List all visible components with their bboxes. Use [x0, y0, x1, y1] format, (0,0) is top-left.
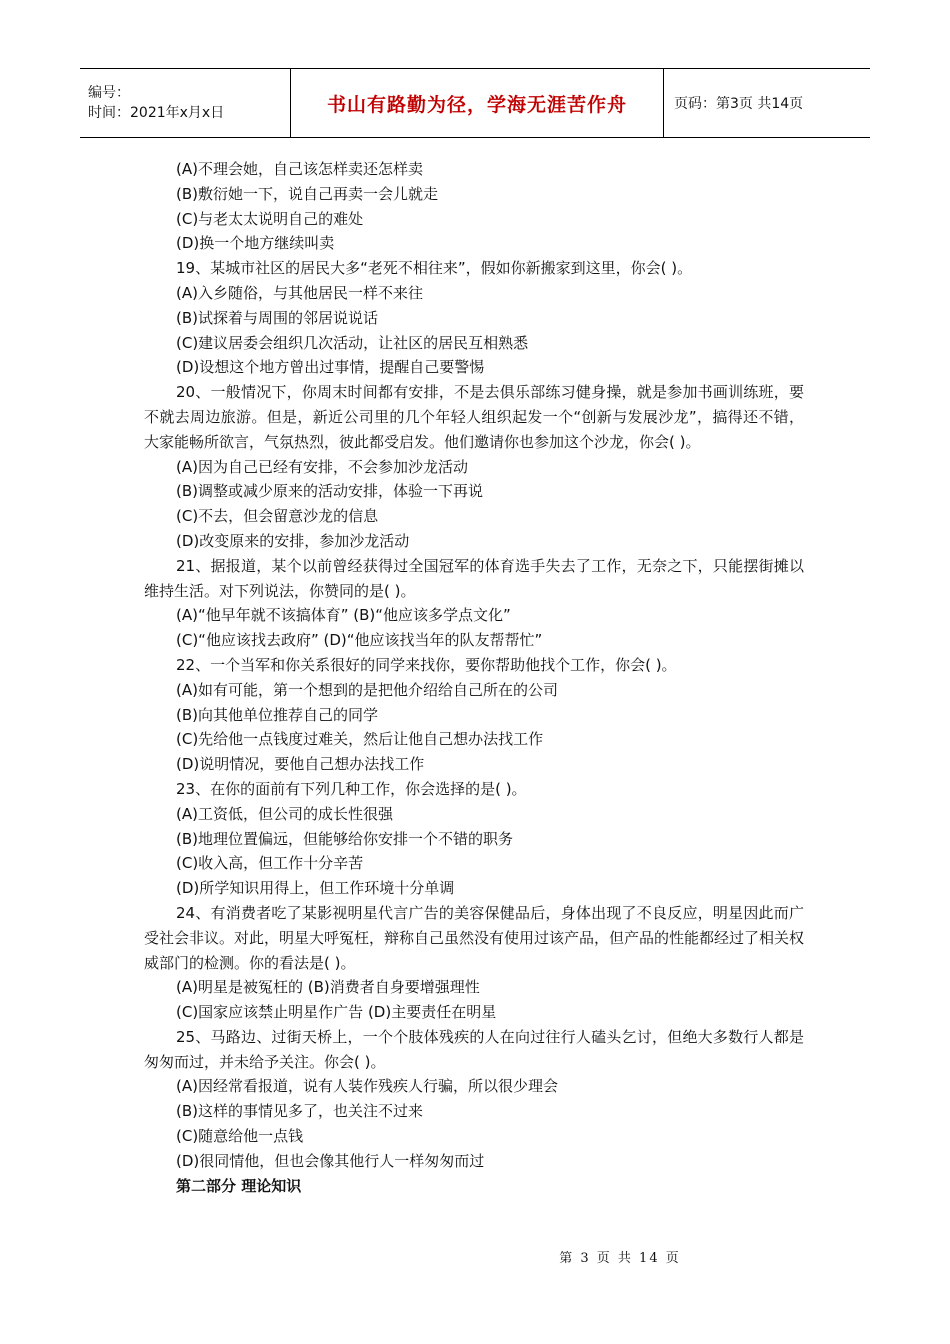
question-text: 24、有消费者吃了某影视明星代言广告的美容保健品后，身体出现了不良反应，明星因此而广受社会非议。对此，明星大呼冤枉，辩称自己虽然没有使用过该产品，但产品的性能都经过了相关权威部门的检测。你的看法是( )。: [144, 903, 805, 972]
document-date: 时间：2021年x月x日: [88, 105, 225, 121]
answer-option: (D)说明情况，要他自己想办法找工作: [176, 755, 425, 774]
answer-option: (B)调整或减少原来的活动安排，体验一下再说: [176, 482, 483, 501]
header-page-info: 页码：第3页 共14页: [674, 96, 804, 112]
question-text: 22、一个当军和你关系很好的同学来找你，要你帮助他找个工作，你会( )。: [176, 655, 677, 674]
answer-option: (D)所学知识用得上，但工作环境十分单调: [176, 879, 455, 898]
section-heading: 第二部分 理论知识: [176, 1176, 302, 1195]
answer-option: (A)不理会她，自己该怎样卖还怎样卖: [176, 160, 423, 178]
answer-option: (B)向其他单位推荐自己的同学: [176, 705, 378, 724]
answer-option: (B)敷衍她一下，说自己再卖一会儿就走: [176, 184, 438, 203]
answer-option: (A)工资低，但公司的成长性很强: [176, 804, 393, 823]
page-header: [80, 68, 870, 138]
question-text: 19、某城市社区的居民大多“老死不相往来”，假如你新搬家到这里，你会( )。: [176, 259, 693, 278]
answer-option: (C)先给他一点钱度过难关，然后让他自己想办法找工作: [176, 730, 544, 749]
answer-option: (D)改变原来的安排，参加沙龙活动: [176, 531, 410, 550]
question-text: 21、据报道，某个以前曾经获得过全国冠军的体育选手失去了工作，无奈之下，只能摆街摊以维持生活。对下列说法，你赞同的是( )。: [144, 556, 804, 600]
question-text: 25、马路边、过街天桥上，一个个肢体残疾的人在向过往行人磕头乞讨，但绝大多数行人都是匆匆而过，并未给予关注。你会( )。: [144, 1027, 804, 1071]
header-motto: 书山有路勤为径，学海无涯苦作舟: [291, 69, 664, 137]
document-number-label: 编号：: [88, 85, 130, 101]
answer-option: (C)收入高，但工作十分辛苦: [176, 854, 364, 873]
answer-option: (C)建议居委会组织几次活动，让社区的居民互相熟悉: [176, 333, 529, 352]
answer-option: (D)很同情他，但也会像其他行人一样匆匆而过: [176, 1151, 485, 1170]
answer-option: (D)设想这个地方曾出过事情，提醒自己要警惕: [176, 358, 485, 377]
answer-option: (C)随意给他一点钱: [176, 1127, 304, 1146]
document-body: [144, 157, 804, 1198]
answer-option: (B)试探着与周围的邻居说说话: [176, 308, 378, 327]
answer-option: (A)明星是被冤枉的 (B)消费者自身要增强理性: [176, 978, 480, 997]
answer-option: (B)这样的事情见多了，也关注不过来: [176, 1102, 423, 1121]
footer-page-number: 第 3 页 共 14 页: [559, 1251, 681, 1266]
page-footer: [0, 1247, 950, 1266]
answer-option: (A)如有可能，第一个想到的是把他介绍给自己所在的公司: [176, 680, 558, 699]
answer-option: (C)与老太太说明自己的难处: [176, 209, 364, 228]
answer-option: (C)不去，但会留意沙龙的信息: [176, 507, 379, 526]
answer-option: (A)因为自己已经有安排，不会参加沙龙活动: [176, 457, 468, 476]
answer-option: (C)“他应该找去政府” (D)“他应该找当年的队友帮帮忙”: [176, 631, 543, 650]
answer-option: (B)地理位置偏远，但能够给你安排一个不错的职务: [176, 829, 513, 848]
header-meta: [80, 69, 291, 137]
answer-option: (A)“他早年就不该搞体育” (B)“他应该多学点文化”: [176, 606, 511, 625]
question-text: 20、一般情况下，你周末时间都有安排，不是去俱乐部练习健身操，就是参加书画训练班，要不就去周边旅游。但是，新近公司里的几个年轻人组织起发一个“创新与发展沙龙”，搞得还不错，大家能畅所欲言，气氛热烈，彼此都受启发。他们邀请你也参加这个沙龙，你会( )。: [144, 383, 804, 451]
answer-option: (A)入乡随俗，与其他居民一样不来往: [176, 283, 423, 302]
answer-option: (C)国家应该禁止明星作广告 (D)主要责任在明星: [176, 1003, 497, 1022]
answer-option: (D)换一个地方继续叫卖: [176, 234, 335, 253]
question-text: 23、在你的面前有下列几种工作，你会选择的是( )。: [176, 779, 527, 798]
answer-option: (A)因经常看报道，说有人装作残疾人行骗，所以很少理会: [176, 1077, 558, 1096]
